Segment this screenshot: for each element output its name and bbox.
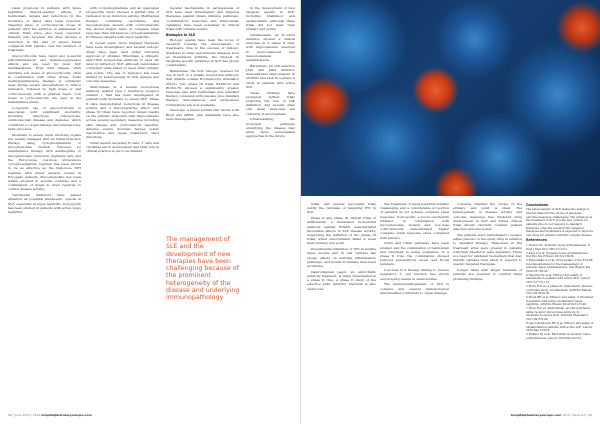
conclusions-paragraph: The heterogeneity of SLE makes the design of clinical trials and the choice of adequate outcome measures challenging. The advances in the treatment of SLE provide new options for patients who do not respond to standard therapies. Ongoing research into targeted therapies and biomarkers is expected to improve outcomes for patients with this complex disease. <box>526 207 593 238</box>
body-paragraph: concerns whether the choice of the primary end point is ideal. The heterogeneity of disease activity and outcome measures has hindered drug development in SLE and future clinical trials should carefully consider patient selection and end points. <box>453 202 522 232</box>
body-paragraph: Calcineurin inhibitors have gained attention as potential therapeutic options in SLE, especially in lupus nephritis. Voclosporin has been studied in patients with active lupus nephritis. <box>8 193 81 214</box>
body-paragraph: Ustekinumab, an IL-12/23 inhibitor, showed a clinical response in a phase II trial, with improvements observed in mucocutaneous and musculoskeletal manifestations. <box>246 32 295 63</box>
article-column-1 <box>8 6 81 410</box>
body-paragraph: These findings have prompted further trials exploring the role of JAK inhibition, and several other oral small molecules are currently in development. <box>246 90 295 116</box>
article-column-6 <box>380 202 449 410</box>
reference-item: 8 van Vollenhoven RF et al. Efficacy and safety of ustekinumab in patients with active SLE. Lancet 2018;392:1330-9. <box>526 320 594 333</box>
article-column-2 <box>86 6 159 410</box>
body-paragraph: Experimental inhibition of IFN in murine lupus models and in cell cultures has shown effects on multiple inflammatory pathways, and results in humans have been promising. <box>307 247 376 269</box>
pull-quote: The management of SLE and the development of new therapies have been challenging because of the prominent heterogeneity of the disease and underlying immunopathology <box>166 236 240 302</box>
body-paragraph: The treatment of lupus nephritis remains challenging and a considerable proportion of patients do not achieve complete renal response. Voclosporin, a novel calcineurin inhibitor, in combination with mycophenolate mofetil and low-dose corticosteroids demonstrated higher complete renal response rates compared with placebo. <box>380 202 449 240</box>
body-paragraph: with cyclophosphamide, and an open-label prospective study showed a similar rate of remission in an induction setting. Multitarget therapy combining tacrolimus and mycophenolate mofetil with corticosteroids has shown higher rates of complete renal response than intravenous cyclophosphamide in Chinese patients with lupus nephritis. <box>86 6 159 40</box>
reference-item: 3 Fanouriakis A et al. 2019 update of the EULAR recommendations for the management of systemic lupus erythematosus. Ann Rheum Dis 2019;78:736-45. <box>526 257 593 274</box>
reference-item: 4 Navarra SV et al. Efficacy and safety of belimumab in patients with active SLE. Lancet 2011;377:721-31. <box>526 272 590 285</box>
article-column-3 <box>166 6 239 230</box>
section-heading: Biologics in SLE <box>166 32 196 37</box>
body-paragraph: Moderate to severe lupus involving organs are usually managed with an initial induction therapy using cyclophosphamide or mycophenolate mofetil, followed by maintenance therapy with azathioprine or mycophenolate. Induction regimens vary and the Euro-Lupus low-dose intravenous cyclophosphamide regimen has been shown to be as effective as the high-dose NIH regimen with fewer adverse events in European patients. Mycophenolate has been widely adopted in several countries and a combination of drugs is often required to control disease activity. <box>8 132 81 192</box>
footer-right-page: 2019 | Issue 91 | 99 <box>562 413 592 417</box>
footer-left-link[interactable]: hospitalpharmacyeurope.com <box>41 413 92 417</box>
body-paragraph: The patients were randomised to receive either placebo or the study drug in addition to standard therapy. Responses in the treatment arms were greater in patients with high interferon gene signature. There is a need for validated biomarkers that may identify patients most likely to respond to specific targeted therapies. <box>453 233 522 267</box>
body-paragraph: In recent years, more targeted therapies have been investigated, and several biologic drugs have been used either following approval or off-label. Rituximab, a chimeric anti-CD20 monoclonal antibody, is used off-label in refractory SLE although randomised controlled trials failed to meet their primary end points. The use of biologics has been limited by heterogeneity in trial designs and outcome measures. <box>86 41 159 84</box>
body-paragraph: Atacicept, a fusion protein that blocks both BLyS and APRIL, and tabalumab have also been investigated. <box>166 108 239 121</box>
body-paragraph: Anifrolumab is a human monoclonal antibody against type I interferon receptor subunit 1 that has been investigated in patients with moderate to severe SLE. Phase II data demonstrated reductions in disease activity and a steroid-sparing effect, and phase III trials have reported mixed results on the primary endpoints with improvements across several secondary measures including skin disease and corticosteroid tapering. Adverse events included herpes zoster reactivation and upper respiratory tract infections. <box>86 84 159 140</box>
reference-item: 7 Furie R et al. Anifrolumab, an anti-interferon-alpha receptor monoclonal antibody, in moderate-to-severe SLE. Arthritis Rheumatol 2017;69:376-86. <box>526 306 591 322</box>
reference-item: 6 Rovin BH et al. Efficacy and safety of rituximab in patients with active proliferative lupus nephritis. Arthritis Rheum 2012;64:1215-26. <box>526 294 594 307</box>
conclusions-heading: Conclusions <box>526 203 549 207</box>
body-paragraph: renal prognosis in patients with lupus nephritis. Steroid-sparing effects of belimumab, signals and reductions in the incidence of flares have been reported. Tapering rates of corticosteroid doses in patients with the addition of belimumab in clinical trials have also been reported. Patients who received the drug showed a reduction in the rate of severe flares compared with placebo over the duration of treatment. <box>8 6 81 53</box>
body-paragraph: trials, and several successful trials justify the rationale of targeting IFN in SLE. <box>307 202 376 215</box>
body-paragraph: Understanding the molecular pathways underlying the disease may allow more personalised approaches in the future. <box>246 117 295 139</box>
footer-left <box>8 413 92 417</box>
references-heading: References <box>526 238 547 243</box>
body-paragraph: Belimumab, the first biologic licensed for use in SLE, is a human monoclonal antibody that inhibits soluble B-lymphocyte stimulator (BLyS). Two phase III trials, BLISS-52 and BLISS-76, showed a significantly greater response rate with belimumab plus standard therapy compared with placebo plus standard therapy. Subcutaneous and intravenous formulations are now available. <box>166 69 239 107</box>
footer-right <box>511 413 592 417</box>
footer-right-link[interactable]: hospitalpharmacyeurope.com <box>510 413 562 417</box>
body-paragraph: Longer trials with larger numbers of patients are required to confirm these promising findings. <box>453 268 522 281</box>
footer-left-page: 96 | June 2019 | 2019 <box>8 413 41 417</box>
body-paragraph: Dapirolizumab pegol, an anti-CD40L antibody fragment, is being investigated in a phase II trial. A phase II study of the selective JAK1 inhibitor filgotinib is also under way. <box>307 269 376 291</box>
reference-item: 9 Wallace DJ et al. Baricitinib in systemic lupus erythematosus. Lancet 2018;392:222-31. <box>526 332 591 340</box>
body-paragraph: The immunopathogenesis of SLE is complex and several immunological abnormalities contribute to organ damage. <box>380 282 449 295</box>
body-paragraph: Biologic agents have been the focus of research towards the development of treatments. Due to the success of biologic therapies in other autoimmune diseases such as rheumatoid arthritis, the interest in targeting specific pathways in SLE has grown considerably. <box>166 38 239 68</box>
body-paragraph: Other agents targeting B cells, T cells and cytokines are in development and their role in clinical practice is yet to be defined. <box>86 141 159 154</box>
article-column-4 <box>246 6 295 410</box>
article-column-5 <box>307 202 376 410</box>
microscope-cell-image <box>301 0 600 196</box>
body-paragraph: Several mechanisms in pathogenesis of SLE have been investigated, and targeted therapies against innate immune pathways, co-stimulatory molecules and intracellular signalling have been evaluated in clinical trials with variable results. <box>166 6 239 32</box>
article-column-7 <box>453 202 522 410</box>
body-paragraph: CD20 and CD40 pathways have been studied, and the combination of belimumab and rituximab is being evaluated. In a phase II trial, the combination showed reduced autoantibody levels and B-cell numbers. <box>380 241 449 267</box>
body-paragraph: Long-term use of glucocorticoids is associated with significant morbidity, including infections, osteoporosis, cardiovascular disease and diabetes, which contribute to organ damage and adverse long-term outcomes. <box>8 105 81 131</box>
body-paragraph: Glucocorticoids have rapid and powerful anti-inflammatory and immunosuppressive effects and are used for most SLE manifestations. Even mild disease often warrants low doses of glucocorticoids, often in combination with other drugs. Pulse methylprednisolone therapy is commonly used during severe exacerbations to induce remission, followed by high doses of oral corticosteroids with a gradual taper. Low doses of corticosteroids are used in the maintenance phase. <box>8 53 81 105</box>
references-column <box>526 202 594 410</box>
reference-item: 1 Tsokos GC. Systemic lupus erythematosus. N Engl J Med 2011;365:2110-21. <box>526 243 591 251</box>
reference-item: 2 Kaul A et al. Systemic lupus erythematosus. Nat Rev Dis Primers 2016;2:16039. <box>526 250 589 259</box>
body-paragraph: Low-dose IL-2 therapy aiming to restore regulatory T cell function has shown encouraging results in small studies. <box>380 268 449 281</box>
body-paragraph: Baricitinib, an oral selective JAK1 and JAK2 inhibitor, demonstrated improvement in arthritis and rash in a phase II study in patients with active SLE. <box>246 63 295 89</box>
body-paragraph: Phase II and phase III clinical trials of anifrolumab, a humanised monoclonal antibody against IFNAR, demonstrated favourable effects in SLE disease activity, supporting the initiation of two phase III trials, which unfortunately failed to meet their primary end point. <box>307 216 376 246</box>
reference-item: 5 Furie R et al. A phase III, randomized, placebo-controlled study of belimumab. Arthritis Rheum 2011;63:3918-30. <box>526 283 594 296</box>
body-paragraph: in the development of new targeted agents in SLE, including blisibimod and epratuzumab, although these trials did not meet their primary end points. <box>246 6 295 32</box>
